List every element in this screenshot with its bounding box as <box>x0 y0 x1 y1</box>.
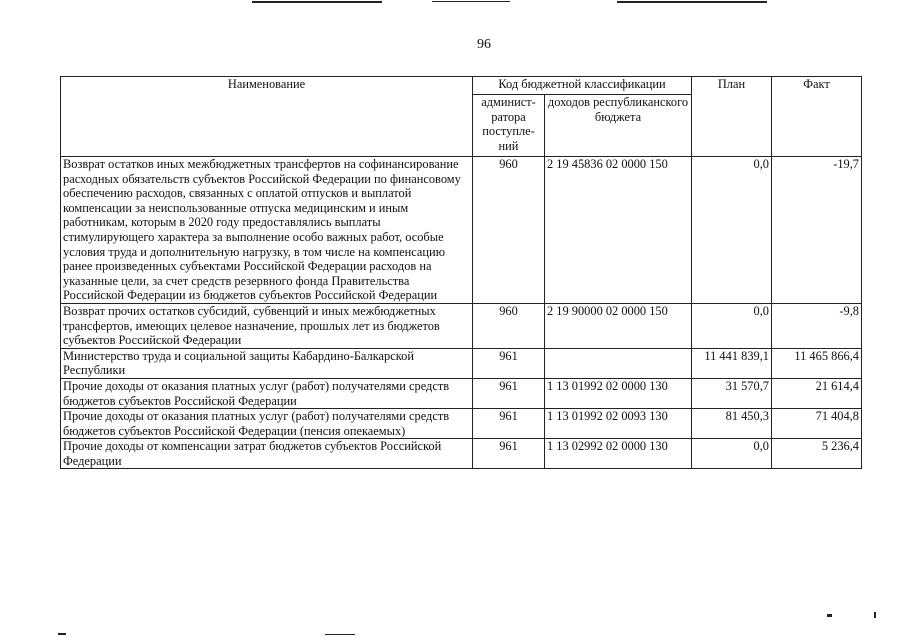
row-plan: 11 441 839,1 <box>692 348 772 378</box>
header-name: Наименование <box>61 77 473 157</box>
budget-revenue-table <box>60 76 862 469</box>
row-revenue-code <box>545 348 692 378</box>
table-row <box>61 303 862 348</box>
scan-artifact-line <box>874 612 876 618</box>
scan-artifact-line <box>617 1 767 3</box>
row-name: Прочие доходы от оказания платных услуг (работ) получателями средств бюджетов субъектов Российской Федерации (пенсия опекаемых) <box>61 409 473 439</box>
scan-artifact-line <box>58 633 66 635</box>
row-admin-code: 961 <box>473 378 545 408</box>
header-revenue-code: доходов республиканского бюджета <box>545 95 692 157</box>
row-plan: 81 450,3 <box>692 409 772 439</box>
header-code-group: Код бюджетной классификации <box>473 77 692 95</box>
row-name: Прочие доходы от оказания платных услуг (работ) получателями средств бюджетов субъектов Российской Федерации <box>61 378 473 408</box>
scan-artifact-line <box>827 614 832 617</box>
row-revenue-code: 1 13 02992 02 0000 130 <box>545 439 692 469</box>
row-fact: 21 614,4 <box>772 378 862 408</box>
scan-artifact-line <box>432 1 510 2</box>
page-number: 96 <box>477 37 491 52</box>
row-plan: 0,0 <box>692 439 772 469</box>
table-row <box>61 157 862 304</box>
scan-artifact-line <box>252 1 382 3</box>
row-plan: 0,0 <box>692 303 772 348</box>
table-row <box>61 439 862 469</box>
row-plan: 0,0 <box>692 157 772 304</box>
row-name: Министерство труда и социальной защиты Кабардино-Балкарской Республики <box>61 348 473 378</box>
scan-artifact-line <box>325 634 355 635</box>
row-admin-code: 961 <box>473 439 545 469</box>
header-plan: План <box>692 77 772 157</box>
row-fact: -19,7 <box>772 157 862 304</box>
row-name: Возврат остатков иных межбюджетных трансфертов на софинансирование расходных обязательств субъектов Российской Федерации по финансовому обеспечению расходов, связанных с оплатой отпусков и выплатой компенсации за неиспользованные отпуска медицинским и иным работникам, которым в 2020 году предоставлялись выплаты стимулирующего характера за выполнение особо важных работ, особые условия труда и дополнительную нагрузку, в том числе на компенсацию ранее произведенных субъектами Российской Федерации расходов на указанные цели, за счет средств резервного фонда Правительства Российской Федерации из бюджетов субъектов Российской Федерации <box>61 157 473 304</box>
row-admin-code: 961 <box>473 348 545 378</box>
row-fact: 71 404,8 <box>772 409 862 439</box>
row-revenue-code: 2 19 45836 02 0000 150 <box>545 157 692 304</box>
row-admin-code: 960 <box>473 303 545 348</box>
header-admin-code: админист-ратора поступле-ний <box>473 95 545 157</box>
row-fact: 5 236,4 <box>772 439 862 469</box>
table-row <box>61 348 862 378</box>
row-revenue-code: 2 19 90000 02 0000 150 <box>545 303 692 348</box>
table-row <box>61 378 862 408</box>
row-plan: 31 570,7 <box>692 378 772 408</box>
row-name: Возврат прочих остатков субсидий, субвенций и иных межбюджетных трансфертов, имеющих целевое назначение, прошлых лет из бюджетов субъектов Российской Федерации <box>61 303 473 348</box>
row-admin-code: 961 <box>473 409 545 439</box>
row-name: Прочие доходы от компенсации затрат бюджетов субъектов Российской Федерации <box>61 439 473 469</box>
row-admin-code: 960 <box>473 157 545 304</box>
header-fact: Факт <box>772 77 862 157</box>
row-fact: 11 465 866,4 <box>772 348 862 378</box>
row-fact: -9,8 <box>772 303 862 348</box>
row-revenue-code: 1 13 01992 02 0000 130 <box>545 378 692 408</box>
table-row <box>61 409 862 439</box>
row-revenue-code: 1 13 01992 02 0093 130 <box>545 409 692 439</box>
